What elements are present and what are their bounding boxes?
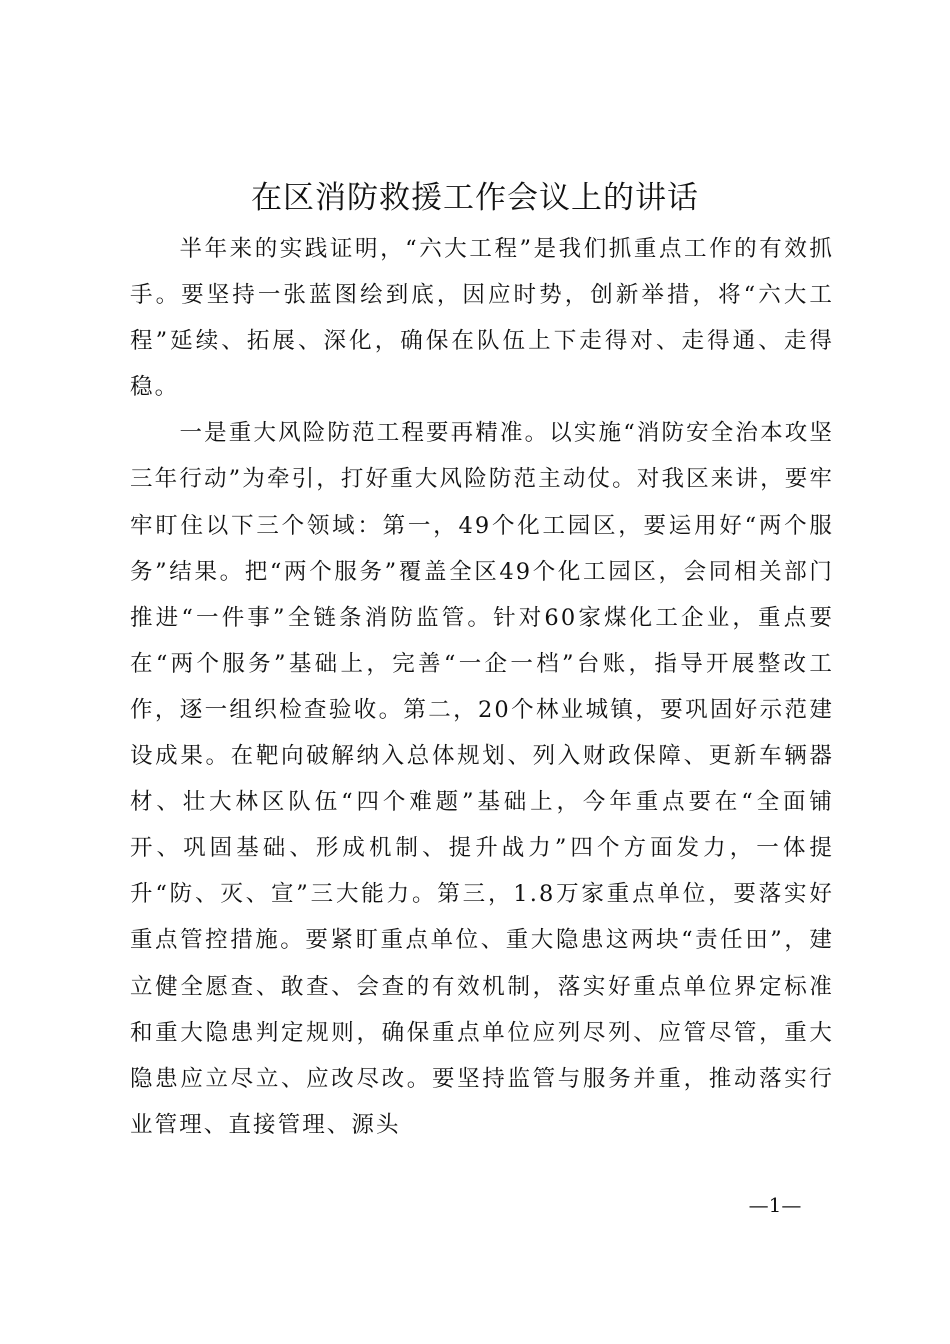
paragraph-risk-prevention: 一是重大风险防范工程要再精准。以实施“消防安全治本攻坚三年行动”为牵引，打好重大风险防范主动仗。对我区来讲，要牢牢盯住以下三个领域：第一，49个化工园区，要运用好“两个服务”结果。把“两个服务”覆盖全区49个化工园区，会同相关部门推进“一件事”全链条消防监管。针对60家煤化工企业，重点要在“两个服务”基础上，完善“一企一档”台账，指导开展整改工作，逐一组织检查验收。第二，20个林业城镇，要巩固好示范建设成果。在靶向破解纳入总体规划、列入财政保障、更新车辆器材、壮大林区队伍“四个难题”基础上，今年重点要在“全面铺开、巩固基础、形成机制、提升战力”四个方面发力，一体提升“防、灭、宣”三大能力。第三，1.8万家重点单位，要落实好重点管控措施。要紧盯重点单位、重大隐患这两块“责任田”，建立健全愿查、敢查、会查的有效机制，落实好重点单位界定标准和重大隐患判定规则，确保重点单位应列尽列、应管尽管，重大隐患应立尽立、应改尽改。要坚持监管与服务并重，推动落实行业管理、直接管理、源头: [130, 420, 834, 1138]
paragraph-intro: 半年来的实践证明，“六大工程”是我们抓重点工作的有效抓手。要坚持一张蓝图绘到底，因应时势，创新举措，将“六大工程”延续、拓展、深化，确保在队伍上下走得对、走得通、走得稳。: [130, 236, 834, 401]
page-number: —1—: [748, 1193, 802, 1217]
page-title: 在区消防救援工作会议上的讲话: [251, 180, 699, 216]
document-body: [130, 226, 834, 1148]
